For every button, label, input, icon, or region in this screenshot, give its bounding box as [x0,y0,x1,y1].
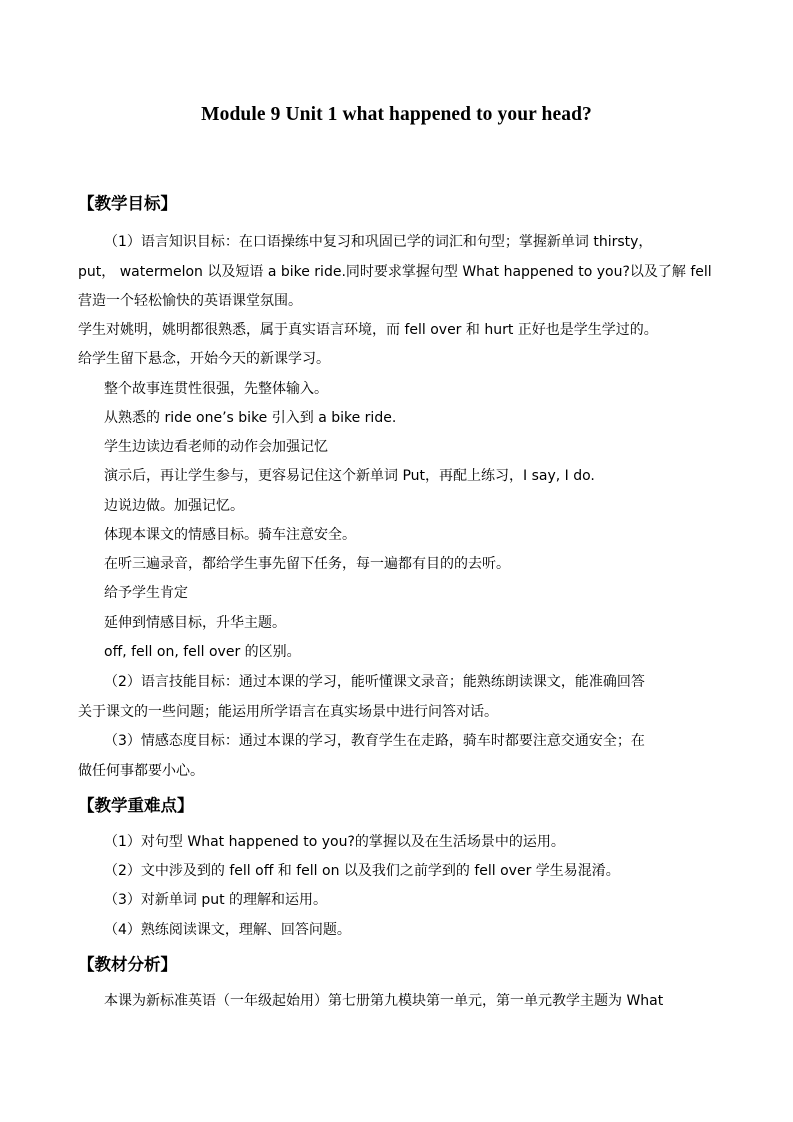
paragraph-line: 体现本课文的情感目标。骑车注意安全。 [104,527,356,543]
list-item: （4）熟练阅读课文，理解、回答问题。 [104,922,351,938]
paragraph-line: （2）语言技能目标：通过本课的学习，能听懂课文录音；能熟练朗读课文，能准确回答 [104,674,645,690]
paragraph-line: （3）情感态度目标：通过本课的学习，教育学生在走路，骑车时都要注意交通安全；在 [104,733,645,749]
paragraph-line: 整个故事连贯性很强，先整体输入。 [104,381,328,397]
paragraph-line: 营造一个轻松愉快的英语课堂氛围。 [78,293,302,309]
section-heading-key-difficult-points: 【教学重难点】 [78,796,194,815]
paragraph-line: 给予学生肯定 [104,585,188,601]
paragraph-line: 演示后，再让学生参与，更容易记住这个新单词 Put，再配上练习，I say, I do. [104,468,595,484]
paragraph-line: 做任何事都要小心。 [78,763,204,779]
paragraph-line: 学生边读边看老师的动作会加强记忆 [104,439,328,455]
paragraph-line: 在听三遍录音，都给学生事先留下任务，每一遍都有目的的去听。 [104,556,510,572]
paragraph-line: 关于课文的一些问题；能运用所学语言在真实场景中进行问答对话。 [78,704,498,720]
paragraph-line: 本课为新标准英语（一年级起始用）第七册第九模块第一单元，第一单元教学主题为 What [104,993,664,1009]
paragraph-line: 从熟悉的 ride one’s bike 引入到 a bike ride. [104,410,397,426]
paragraph-line: 学生对姚明，姚明都很熟悉，属于真实语言环境，而 fell over 和 hurt 正好也是学生学过的。 [78,322,658,338]
document-title: Module 9 Unit 1 what happened to your head? [201,104,592,125]
section-heading-teaching-objectives: 【教学目标】 [78,194,177,213]
paragraph-line: put， watermelon 以及短语 a bike ride.同时要求掌握句型 What happened to you?以及了解 fell [78,264,712,280]
paragraph-line: 给学生留下悬念，开始今天的新课学习。 [78,351,330,367]
paragraph-line: 延伸到情感目标，升华主题。 [104,615,286,631]
paragraph-line: off, fell on, fell over 的区别。 [104,644,301,660]
list-item: （1）对句型 What happened to you?的掌握以及在生活场景中的运用。 [104,834,565,850]
list-item: （2）文中涉及到的 fell off 和 fell on 以及我们之前学到的 fell over 学生易混淆。 [104,863,620,879]
paragraph-line: 边说边做。加强记忆。 [104,498,244,514]
paragraph-line: （1）语言知识目标：在口语操练中复习和巩固已学的词汇和句型；掌握新单词 thirsty， [104,234,653,250]
section-heading-material-analysis: 【教材分析】 [78,955,177,974]
list-item: （3）对新单词 put 的理解和运用。 [104,892,328,908]
